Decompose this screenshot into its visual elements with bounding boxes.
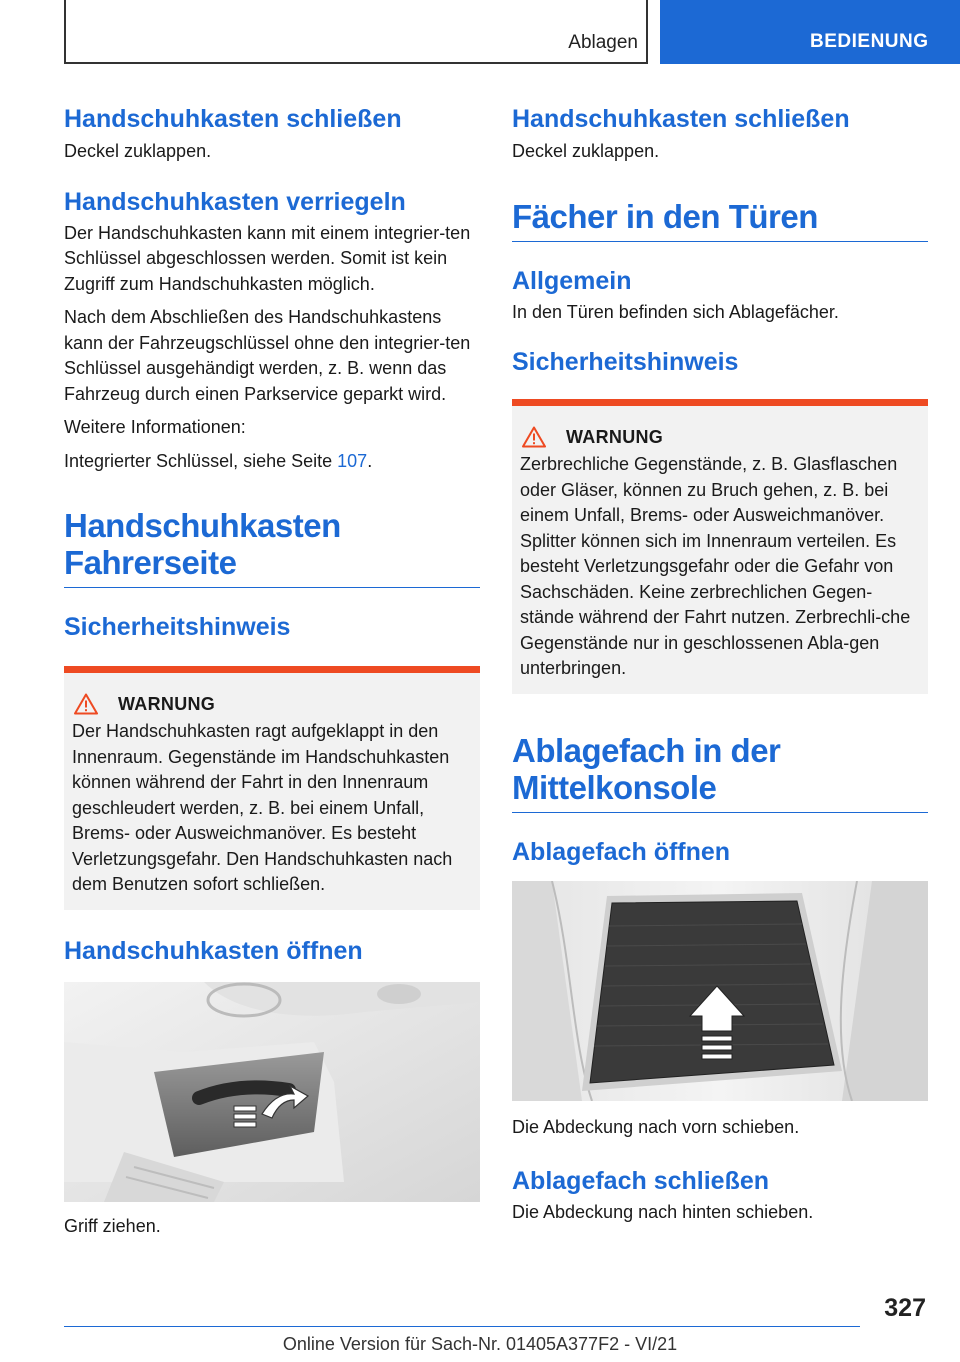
warning-header-right (512, 426, 920, 448)
footer-online-version: Online Version für Sach-Nr. 01405A377F2 - VI/21 (282, 1334, 678, 1354)
caption-pull-handle: Griff ziehen. (64, 1215, 161, 1236)
console-illustration (512, 881, 928, 1101)
warning-text: Der Handschuhkasten ragt aufgeklappt in den Innenraum. Gegenstände im Handschuhkasten können während der Fahrt in den Innenraum geschleudert werden, z. B. bei einem Unfall, Brems- oder Ausweichmanöver. Es besteht Verletzungsgefahr. Den Handschuhkasten nach dem Benutzen sofort schließen. (72, 721, 453, 894)
heading-driver-glovebox: Handschuhkasten Fahrerseite (64, 507, 480, 588)
warning-header (64, 693, 472, 715)
glovebox-photo (64, 982, 480, 1202)
text-more-info: Weitere Informationen: (64, 417, 246, 437)
heading-door-compartments: Fächer in den Türen (512, 198, 928, 242)
text-reference (64, 449, 480, 475)
heading-console-close: Ablagefach schließen (512, 1167, 770, 1195)
reference-end: . (367, 450, 373, 471)
heading-glovebox-close-right: Handschuhkasten schließen (512, 105, 850, 133)
text-push-back: Die Abdeckung nach hinten schieben. (512, 1202, 814, 1222)
warning-box-right (512, 399, 928, 694)
reference-text: Integrierter Schlüssel, siehe Seite (64, 450, 338, 471)
page-link-107[interactable]: 107 (337, 450, 368, 471)
warning-text-right: Zerbrechliche Gegenstände, z. B. Glasflaschen oder Gläser, können zu Bruch gehen, z. B. bei einem Unfall, Brems- oder Ausweichmanöver. Splitter können sich im Innenraum verteilen. Es besteht Verletzungsgefahr oder die Gefahr von Sachschäden. Keine zerbrechlichen Gegen-stände während der Fahrt nutzen. Zerbrechli-che Gegenstände nur in geschlossenen Abla-gen unterbringen. (520, 454, 911, 678)
warning-box-left (64, 666, 480, 910)
caption-push-forward: Die Abdeckung nach vorn schieben. (512, 1116, 800, 1137)
header-frame (64, 0, 648, 64)
warning-title-right: WARNUNG (566, 426, 664, 447)
page-number: 327 (884, 1294, 926, 1322)
heading-glovebox-open: Handschuhkasten öffnen (64, 936, 363, 965)
text-lock-2: Nach dem Abschließen des Handschuhkastens kann der Fahrzeugschlüssel ohne den integrier-ten Schlüssel ausgehändigt werden, z. B. wenn das Fahrzeug durch einen Parkservice geparkt wird. (64, 307, 471, 404)
right-column (512, 104, 928, 1226)
warning-triangle-icon (74, 693, 98, 715)
text-glovebox-close: Deckel zuklappen. (64, 141, 212, 161)
heading-safety-right: Sicherheitshinweis (512, 348, 739, 376)
heading-safety-left: Sicherheitshinweis (64, 613, 291, 641)
heading-general: Allgemein (512, 266, 632, 295)
console-photo (512, 881, 928, 1101)
footer-divider (64, 1326, 860, 1327)
text-general: In den Türen befinden sich Ablagefächer. (512, 301, 839, 322)
glovebox-illustration (64, 982, 480, 1202)
warning-triangle-icon (522, 426, 546, 448)
header-section-title: Ablagen (568, 32, 638, 53)
heading-console-open: Ablagefach öffnen (512, 837, 731, 866)
heading-center-console: Ablagefach in der Mittelkonsole (512, 732, 928, 813)
text-close-right: Deckel zuklappen. (512, 141, 660, 161)
header-chapter-tab[interactable]: BEDIENUNG (660, 0, 960, 64)
left-column (64, 104, 480, 1239)
heading-glovebox-close: Handschuhkasten schließen (64, 105, 402, 133)
heading-glovebox-lock: Handschuhkasten verriegeln (64, 187, 406, 216)
text-lock-1: Der Handschuhkasten kann mit einem integrier-ten Schlüssel abgeschlossen werden. Somit ist kein Zugriff zum Handschuhkasten möglich. (64, 222, 471, 294)
warning-title: WARNUNG (118, 693, 216, 714)
